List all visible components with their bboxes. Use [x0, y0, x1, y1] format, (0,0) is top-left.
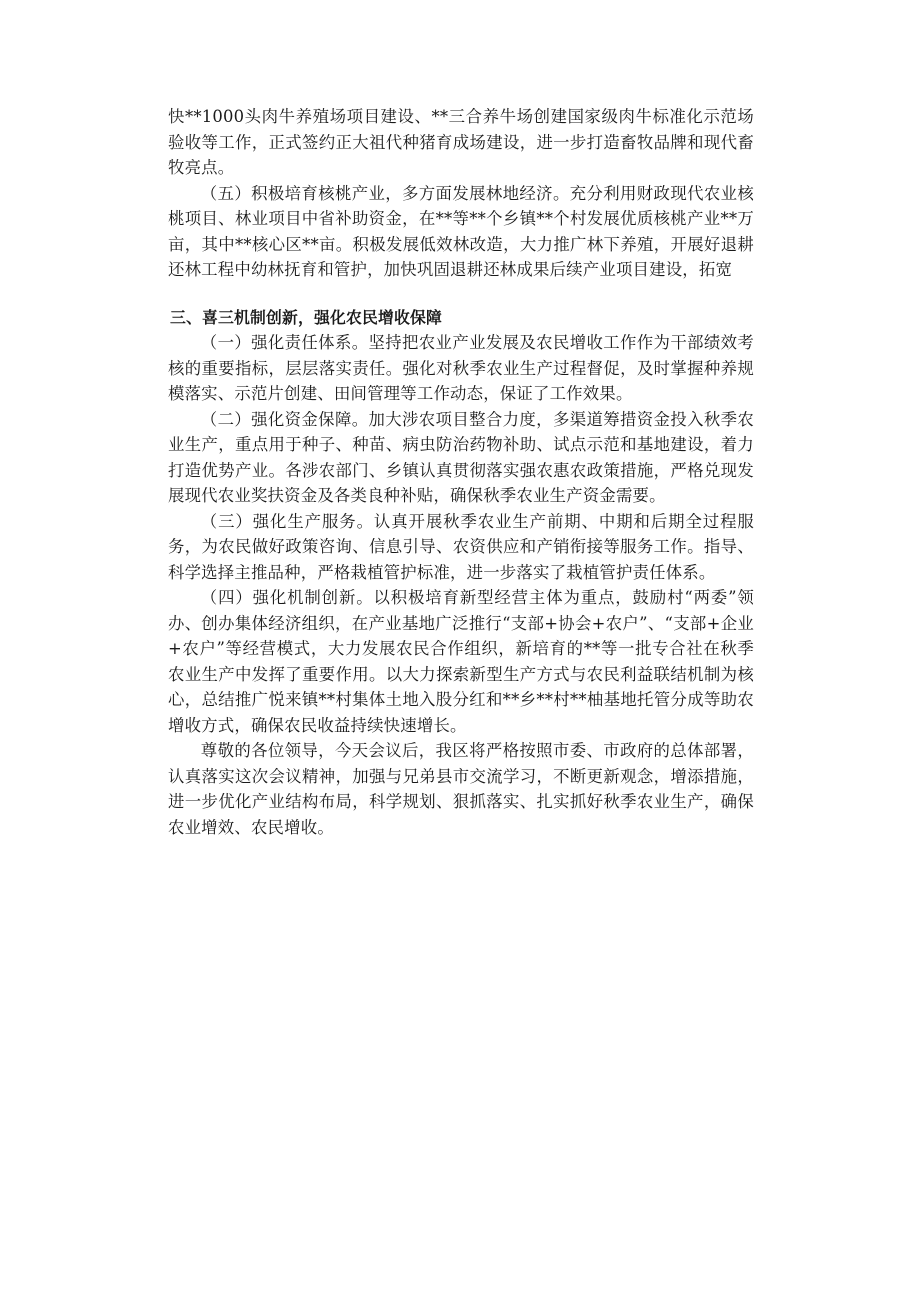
paragraph-livestock-continued: 快**1000头肉牛养殖场项目建设、**三合养牛场创建国家级肉牛标准化示范场验收等工作，正式签约正大祖代种猪育成场建设，进一步打造畜牧品牌和现代畜牧亮点。	[168, 107, 754, 177]
paragraph-closing-remarks: 尊敬的各位领导，今天会议后，我区将严格按照市委、市政府的总体部署，认真落实这次会议精神，加强与兄弟县市交流学习，不断更新观念，增添措施，进一步优化产业结构布局，科学规划、狠抓落实、扎实抓好秋季农业生产，确保农业增效、农民增收。	[168, 741, 754, 837]
section-heading: 三、喜三机制创新，强化农民增收保障	[170, 307, 442, 327]
paragraph-funding-guarantee: （二）强化资金保障。加大涉农项目整合力度，多渠道筹措资金投入秋季农业生产，重点用于种子、种苗、病虫防治药物补助、试点示范和基地建设，着力打造优势产业。各涉农部门、乡镇认真贯彻落实强农惠农政策措施，严格兑现发展现代农业奖扶资金及各类良种补贴，确保秋季农业生产资金需要。	[168, 409, 754, 505]
paragraph-mechanism-innovation: （四）强化机制创新。以积极培育新型经营主体为重点，鼓励村“两委”领办、创办集体经济组织，在产业基地广泛推行“支部+协会+农户”、“支部+企业+农户”等经营模式，大力发展农民合作组织，新培育的**等一批专合社在秋季农业生产中发挥了重要作用。以大力探索新型生产方式与农民利益联结机制为核心，总结推广悦来镇**村集体土地入股分红和**乡**村**柚基地托管分成等助农增收方式，确保农民收益持续快速增长。	[168, 588, 754, 735]
paragraph-responsibility-system: （一）强化责任体系。坚持把农业产业发展及农民增收工作作为干部绩效考核的重要指标，层层落实责任。强化对秋季农业生产过程督促，及时掌握种养规模落实、示范片创建、田间管理等工作动态，保证了工作效果。	[168, 333, 754, 403]
paragraph-gap	[168, 283, 754, 305]
paragraph-walnut-industry: （五）积极培育核桃产业，多方面发展林地经济。充分利用财政现代农业核桃项目、林业项目中省补助资金，在**等**个乡镇**个村发展优质核桃产业**万亩，其中**核心区**亩。积极发展低效林改造，大力推广林下养殖，开展好退耕还林工程中幼林抚育和管护，加快巩固退耕还林成果后续产业项目建设，拓宽	[168, 183, 754, 279]
document-body	[168, 104, 754, 840]
paragraph-production-service: （三）强化生产服务。认真开展秋季农业生产前期、中期和后期全过程服务，为农民做好政策咨询、信息引导、农资供应和产销衔接等服务工作。指导、科学选择主推品种，严格栽植管护标准，进一步落实了栽植管护责任体系。	[168, 511, 754, 582]
